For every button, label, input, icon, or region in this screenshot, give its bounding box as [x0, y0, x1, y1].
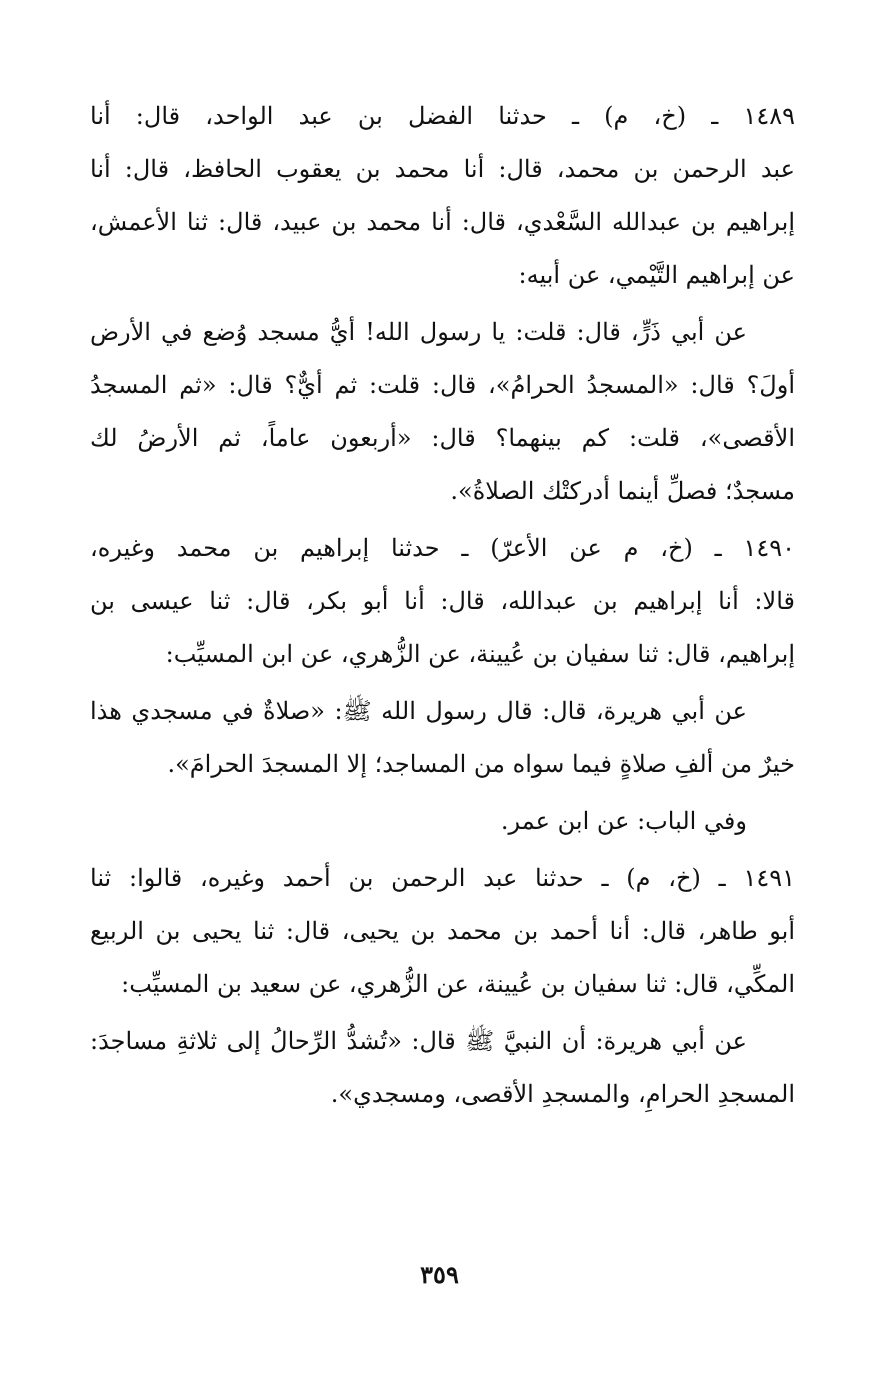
- text-line: المكِّي، قال: ثنا سفيان بن عُيينة، عن الزُّهري، عن سعيد بن المسيِّب:: [121, 970, 795, 998]
- text-line: ١٤٨٩ ـ (خ، م) ـ حدثنا الفضل بن عبد الواحد، قال: أنا: [90, 102, 795, 130]
- paragraph-hadith-1491-matn: [90, 1015, 795, 1121]
- paragraph-hadith-1491-isnad: [90, 852, 795, 1011]
- text-line: عبد الرحمن بن محمد، قال: أنا محمد بن يعقوب الحافظ، قال: أنا: [90, 155, 795, 183]
- text-line: خيرٌ من ألفِ صلاةٍ فيما سواه من المساجد؛ إلا المسجدَ الحرامَ».: [167, 750, 795, 778]
- text-line: المسجدِ الحرامِ، والمسجدِ الأقصى، ومسجدي».: [330, 1080, 795, 1108]
- text-line: عن أبي هريرة: أن النبيَّ ﷺ قال: «تُشدُّ الرِّحالُ إلى ثلاثةِ مساجدَ:: [90, 1027, 747, 1055]
- text-line: الأقصى»، قلت: كم بينهما؟ قال: «أربعون عاماً، ثم الأرضُ لك: [90, 424, 795, 452]
- text-line: إبراهيم بن عبدالله السَّعْدي، قال: أنا محمد بن عبيد، قال: ثنا الأعمش،: [90, 208, 795, 236]
- text-line: ١٤٩٠ ـ (خ، م عن الأعرّ) ـ حدثنا إبراهيم بن محمد وغيره،: [90, 534, 795, 562]
- text-line: وفي الباب: عن ابن عمر.: [500, 807, 747, 835]
- paragraph-bab-note: [90, 795, 795, 848]
- text-line: إبراهيم، قال: ثنا سفيان بن عُيينة، عن الزُّهري، عن ابن المسيِّب:: [165, 640, 795, 668]
- text-line: أبو طاهر، قال: أنا أحمد بن محمد بن يحيى، قال: ثنا يحيى بن الربيع: [90, 917, 795, 945]
- text-line: ١٤٩١ ـ (خ، م) ـ حدثنا عبد الرحمن بن أحمد وغيره، قالوا: ثنا: [90, 864, 795, 892]
- page-text: [90, 90, 795, 1125]
- text-line: عن أبي ذَرٍّ، قال: قلت: يا رسول الله! أيُّ مسجد وُضع في الأرض: [90, 318, 747, 346]
- text-line: قالا: أنا إبراهيم بن عبدالله، قال: أنا أبو بكر، قال: ثنا عيسى بن: [90, 587, 795, 615]
- paragraph-hadith-1490-matn: [90, 685, 795, 791]
- text-line: عن إبراهيم التَّيْمي، عن أبيه:: [518, 261, 795, 289]
- text-line: عن أبي هريرة، قال: قال رسول الله ﷺ: «صلاةٌ في مسجدي هذا: [90, 697, 747, 725]
- text-line: أولَ؟ قال: «المسجدُ الحرامُ»، قال: قلت: ثم أيٌّ؟ قال: «ثم المسجدُ: [90, 371, 795, 399]
- page-number: ٣٥٩: [420, 1260, 459, 1289]
- paragraph-hadith-1489-isnad: [90, 90, 795, 302]
- paragraph-hadith-1489-matn: [90, 306, 795, 518]
- paragraph-hadith-1490-isnad: [90, 522, 795, 681]
- text-line: مسجدٌ؛ فصلِّ أينما أدركتْك الصلاةُ».: [450, 477, 795, 505]
